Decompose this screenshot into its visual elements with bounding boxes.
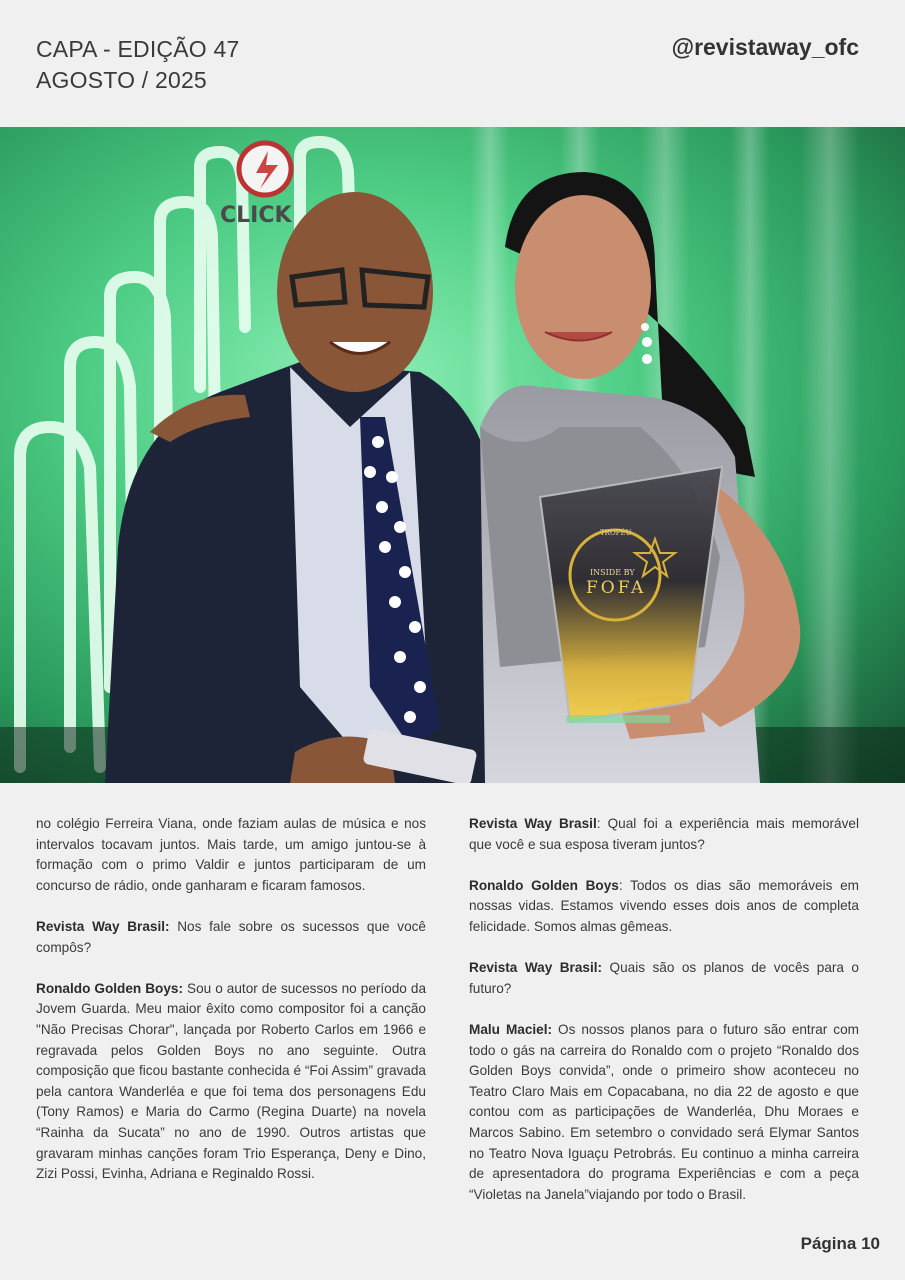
answer-memorable bbox=[469, 876, 859, 938]
cover-photo-illustration bbox=[0, 127, 905, 783]
trophy-line2: FOFA bbox=[586, 578, 647, 598]
edition-date: AGOSTO / 2025 bbox=[36, 67, 207, 93]
speaker-label: Revista Way Brasil bbox=[469, 816, 597, 831]
speaker-label: Malu Maciel: bbox=[469, 1021, 553, 1037]
paragraph-intro bbox=[36, 814, 426, 896]
speaker-label: Ronaldo Golden Boys: bbox=[36, 980, 183, 996]
question-text: Nos fale sobre os sucessos que você compôs? bbox=[36, 918, 426, 955]
article-right-column bbox=[469, 814, 859, 1226]
intro-text: no colégio Ferreira Viana, onde faziam aulas de música e nos intervalos tocavam juntos. Mais tarde, um amigo juntou-se à formação com o primo Valdir e juntos participaram de um concurso de rádio, onde ganharam e ficaram famosos. bbox=[36, 816, 426, 893]
speaker-label: Revista Way Brasil: bbox=[469, 960, 603, 976]
edition-heading bbox=[36, 34, 239, 96]
instagram-handle: @revistaway_ofc bbox=[671, 34, 859, 60]
question-successes bbox=[36, 917, 426, 958]
answer-plans bbox=[469, 1020, 859, 1205]
sign-text: CLICK bbox=[220, 203, 292, 228]
question-text: : Qual foi a experiência mais memorável que você e sua esposa tiveram juntos? bbox=[469, 816, 859, 852]
cover-photo bbox=[0, 127, 905, 783]
answer-text: Sou o autor de sucessos no período da Jovem Guarda. Meu maior êxito como compositor foi a canção "Não Precisas Chorar", lançada por Roberto Carlos em 1966 e regravada pelos Golden Boys no ano seguinte. Outra composição que ficou bastante conhecida é “Foi Assim” gravada pela cantora Wanderléa e que foi tema dos personagens Edu (Tony Ramos) e Maria do Carmo (Regina Duarte) na novela “Rainha da Sucata” no ano de 1990. Outros artistas que gravaram minhas canções foram Trio Esperança, Deny e Dino, Zizi Possi, Evinha, Adriana e Reginaldo Rossi. bbox=[36, 980, 427, 1182]
answer-text: : Todos os dias são memoráveis em nossas vidas. Estamos vivendo esses dois anos de completa felicidade. Somos almas gêmeas. bbox=[469, 877, 860, 934]
page-number: Página 10 bbox=[800, 1234, 880, 1253]
speaker-label: Revista Way Brasil: bbox=[36, 918, 170, 934]
question-memorable bbox=[469, 814, 859, 855]
question-plans bbox=[469, 958, 859, 999]
speaker-label: Ronaldo Golden Boys bbox=[469, 877, 619, 893]
trophy-line1: INSIDE BY bbox=[590, 568, 635, 577]
article-left-column bbox=[36, 814, 426, 1205]
answer-text: Os nossos planos para o futuro são entrar com todo o gás na carreira do Ronaldo com o projeto “Ronaldo dos Golden Boys convida”, onde o primeiro show aconteceu no Teatro Claro Mais em Copacabana, no dia 22 de agosto e que contou com as participações de Wanderléa, Dhu Moraes e Marcos Sabino. Em setembro o convidado será Elymar Santos no Teatro Nova Iguaçu Petrobrás. Eu continuo a minha carreira de apresentadora do programa Experiências e com a peça “Violetas na Janela”viajando por todo o Brasil. bbox=[469, 1021, 859, 1202]
question-text: Quais são os planos de vocês para o futuro? bbox=[469, 960, 859, 996]
edition-title: CAPA - EDIÇÃO 47 bbox=[36, 36, 240, 62]
answer-successes bbox=[36, 979, 426, 1185]
trophy-arc-text: TROFÉU bbox=[600, 529, 632, 537]
